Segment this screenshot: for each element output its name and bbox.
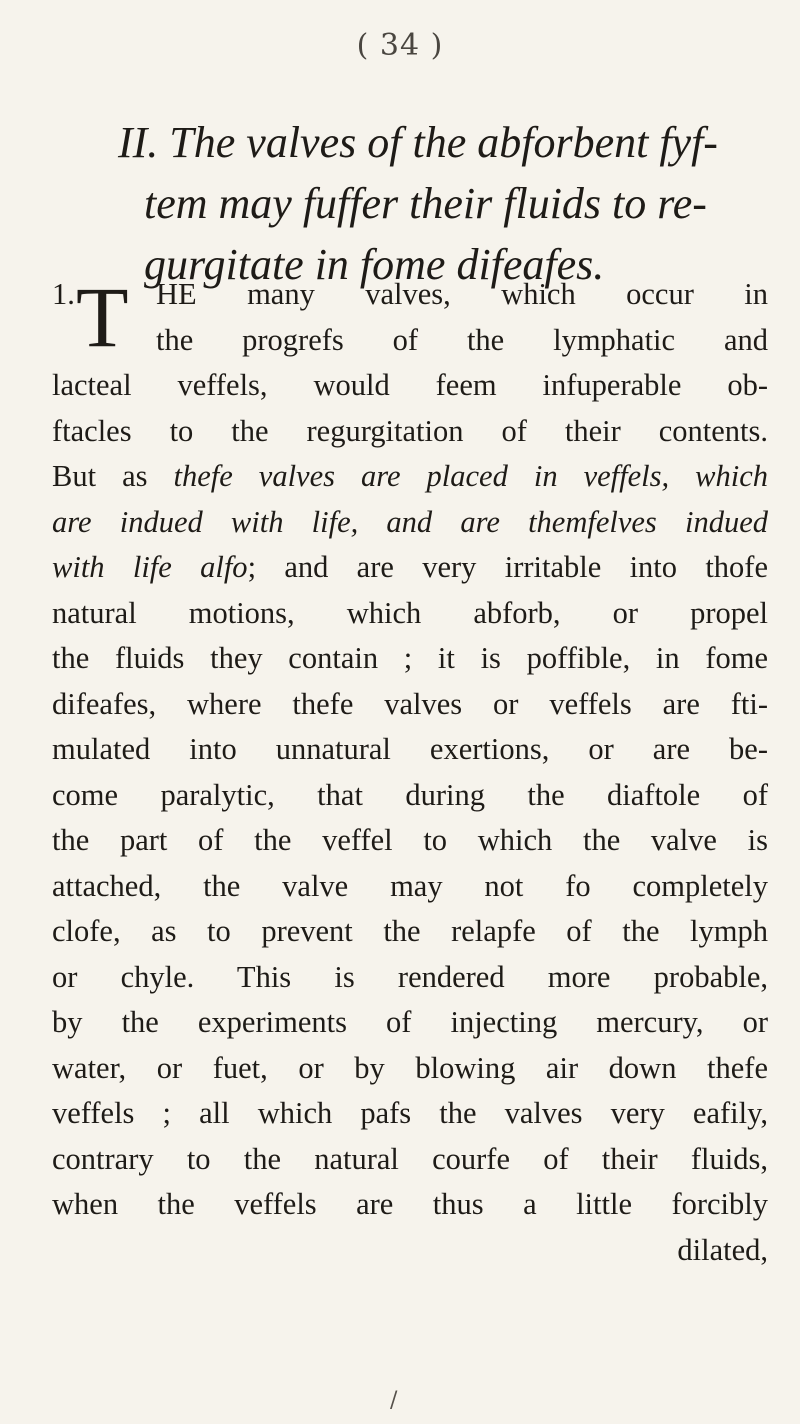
- drop-cap: T: [76, 269, 129, 365]
- paragraph-line: [52, 909, 768, 955]
- italic-text: thefe valves are placed in veffels, which: [173, 459, 768, 493]
- text-run: mulated into unnatural exertions, or are be-: [52, 732, 768, 766]
- paragraph-line: [52, 955, 768, 1001]
- paragraph-number: 1.: [52, 277, 75, 311]
- paragraph-line: [52, 773, 768, 819]
- text-run: dilated,: [677, 1232, 768, 1267]
- heading-line-2: tem may fuffer their fluids to re-: [144, 179, 707, 228]
- paragraph-line: [52, 1137, 768, 1183]
- text-run: or chyle. This is rendered more probable,: [52, 959, 768, 994]
- paragraph-line: [52, 363, 768, 409]
- paragraph-line: [52, 1228, 768, 1274]
- paragraph-line: [52, 591, 768, 637]
- text-run: But as: [52, 459, 174, 493]
- text-run: water, or fuet, or by blowing air down thefe: [52, 1050, 768, 1085]
- text-run: come paralytic, that during the diaftole of: [52, 777, 768, 812]
- paragraph-line: [52, 318, 768, 364]
- paragraph-body: [52, 269, 768, 1273]
- paragraph-line: [52, 454, 768, 500]
- heading-line-3: gurgitate in fome difeafes.: [144, 240, 605, 289]
- paragraph-line: [52, 682, 768, 728]
- paragraph-line: [52, 409, 768, 455]
- paragraph-line: [52, 636, 768, 682]
- text-run: the fluids they contain ; it is poffible, in fome: [52, 641, 768, 675]
- heading-line-1: II. The valves of the abforbent fyf-: [118, 118, 718, 167]
- text-run: contrary to the natural courfe of their fluids,: [52, 1141, 768, 1176]
- paragraph-line: [52, 1000, 768, 1046]
- paragraph-line: [52, 1046, 768, 1092]
- text-run: when the veffels are thus a little forcibly: [52, 1187, 768, 1221]
- text-run: attached, the valve may not fo completely: [52, 868, 768, 903]
- text-run: lacteal veffels, would feem infuperable ob-: [52, 368, 768, 402]
- text-run: by the experiments of injecting mercury, or: [52, 1005, 768, 1039]
- italic-text: are indued with life, and are themfelves indued: [52, 504, 768, 539]
- text-run: clofe, as to prevent the relapfe of the lymph: [52, 914, 768, 948]
- text-run: HE many valves, which occur in: [156, 277, 768, 311]
- text-run: natural motions, which abforb, or propel: [52, 595, 768, 630]
- text-run: difeafes, where thefe valves or veffels are fti-: [52, 686, 768, 721]
- paragraph-line: [52, 1091, 768, 1137]
- text-run: the part of the veffel to which the valve is: [52, 823, 768, 857]
- paragraph-line: [52, 727, 768, 773]
- text-run: veffels ; all which pafs the valves very eafily,: [52, 1096, 768, 1130]
- text-run: the progrefs of the lymphatic and: [156, 322, 768, 357]
- section-heading: [118, 112, 758, 295]
- paragraph-line: [52, 545, 768, 591]
- paragraph-line: [52, 818, 768, 864]
- italic-text: with life alfo: [52, 550, 248, 584]
- paragraph-line: [52, 1182, 768, 1228]
- text-run: ; and are very irritable into thofe: [247, 550, 768, 584]
- footer-mark: /: [390, 1388, 398, 1413]
- paragraph-line: [52, 500, 768, 546]
- paragraph-line: [52, 864, 768, 910]
- page-number: ( 34 ): [356, 28, 444, 63]
- text-run: ftacles to the regurgitation of their contents.: [52, 413, 768, 448]
